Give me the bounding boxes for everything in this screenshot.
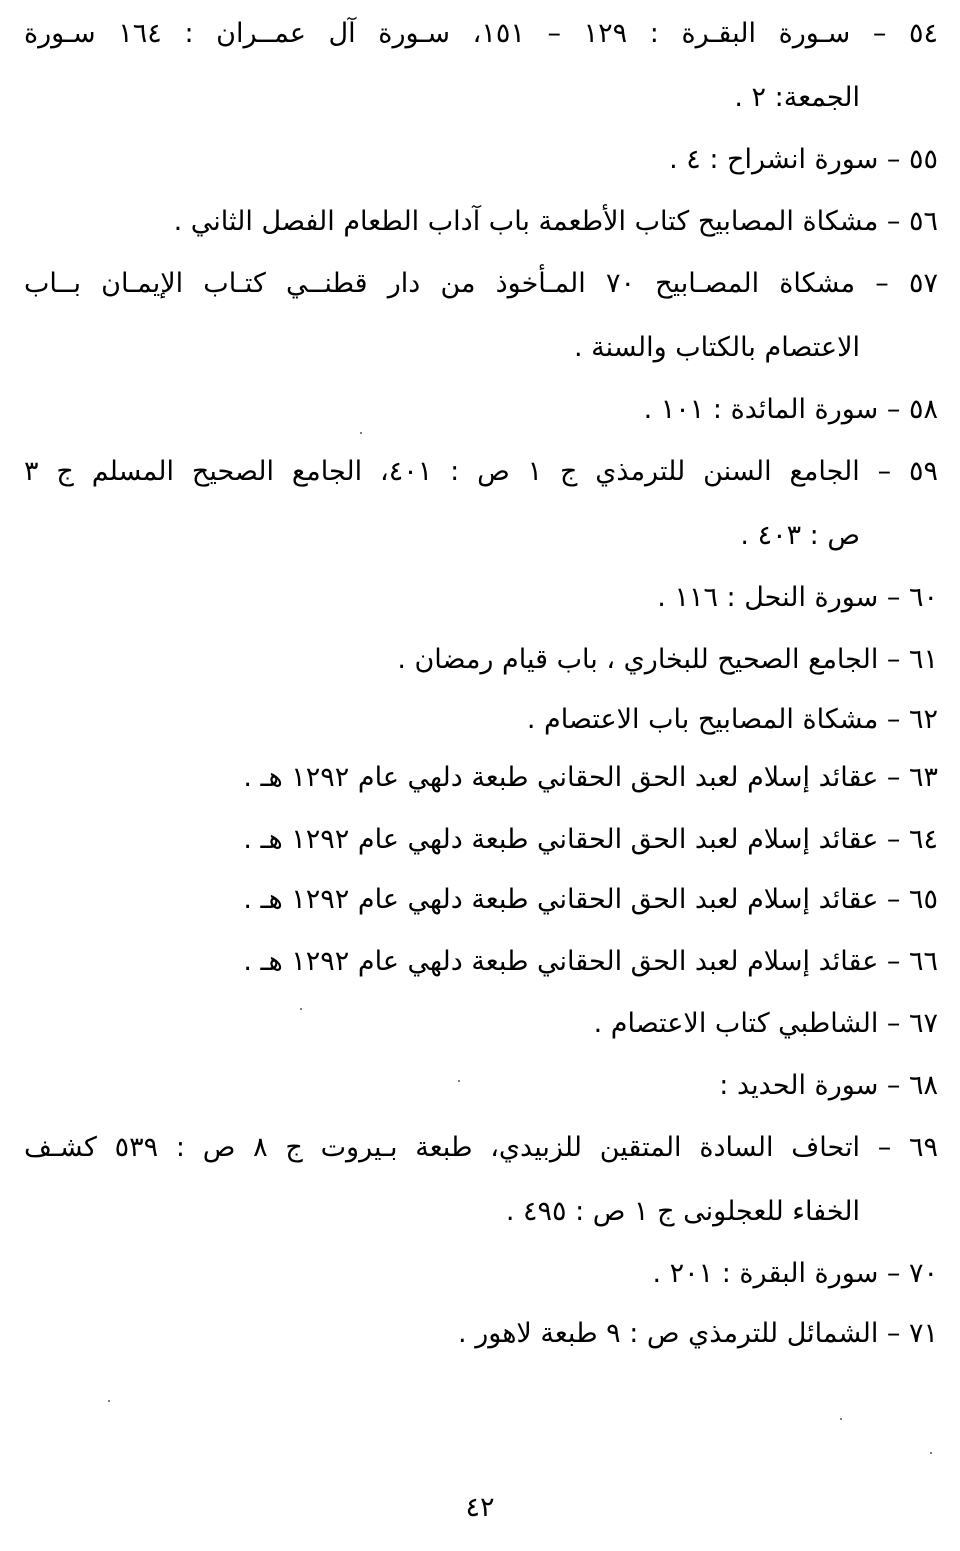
note-59-line-2: ص : ٤٠٣ . — [740, 520, 860, 551]
note-55: ٥٥ – سورة انشراح : ٤ . — [669, 144, 938, 175]
scan-speck — [360, 432, 362, 434]
note-57-line-2: الاعتصام بالكتاب والسنة . — [574, 332, 860, 363]
scan-speck — [458, 1080, 460, 1082]
note-71: ٧١ – الشمائل للترمذي ص : ٩ طبعة لاهور . — [458, 1318, 938, 1349]
note-67: ٦٧ – الشاطبي كتاب الاعتصام . — [593, 1008, 938, 1039]
page-number: ٤٢ — [465, 1492, 495, 1523]
note-59-line-1: ٥٩ – الجامع السنن للترمذي ج ١ ص : ٤٠١، الجامع الصحيح المسلم ج ٣ — [24, 456, 938, 487]
note-66: ٦٦ – عقائد إسلام لعبد الحق الحقاني طبعة دلهي عام ١٢٩٢ هـ . — [243, 946, 938, 977]
note-54-line-1: ٥٤ – سـورة البقـرة : ١٢٩ – ١٥١، سـورة آل عمــران : ١٦٤ سـورة — [24, 18, 938, 49]
note-69-line-1: ٦٩ – اتحاف السادة المتقين للزبيدي، طبعة بـيروت ج ٨ ص : ٥٣٩ كشـف — [24, 1132, 938, 1163]
note-70: ٧٠ – سورة البقرة : ٢٠١ . — [652, 1258, 938, 1289]
note-58: ٥٨ – سورة المائدة : ١٠١ . — [643, 394, 938, 425]
note-62: ٦٢ – مشكاة المصابيح باب الاعتصام . — [526, 704, 938, 735]
note-68: ٦٨ – سورة الحديد : — [719, 1070, 938, 1101]
note-61: ٦١ – الجامع الصحيح للبخاري ، باب قيام رمضان . — [397, 644, 938, 675]
note-54-line-2: الجمعة: ٢ . — [734, 82, 860, 113]
note-69-line-2: الخفاء للعجلونى ج ١ ص : ٤٩٥ . — [505, 1196, 860, 1227]
scan-speck — [930, 1452, 932, 1454]
note-57-line-1: ٥٧ – مشكاة المصـابيح ٧٠ المـأخوذ من دار قطنــي كتـاب الإيمـان بــاب — [24, 268, 938, 299]
note-60: ٦٠ – سورة النحل : ١١٦ . — [657, 582, 938, 613]
scan-speck — [300, 1008, 302, 1010]
note-64: ٦٤ – عقائد إسلام لعبد الحق الحقاني طبعة دلهي عام ١٢٩٢ هـ . — [243, 824, 938, 855]
note-63: ٦٣ – عقائد إسلام لعبد الحق الحقاني طبعة دلهي عام ١٢٩٢ هـ . — [243, 762, 938, 793]
note-65: ٦٥ – عقائد إسلام لعبد الحق الحقاني طبعة دلهي عام ١٢٩٢ هـ . — [243, 884, 938, 915]
scan-speck — [840, 1418, 842, 1420]
note-56: ٥٦ – مشكاة المصابيح كتاب الأطعمة باب آداب الطعام الفصل الثاني . — [173, 206, 938, 237]
scan-speck — [108, 1400, 110, 1402]
